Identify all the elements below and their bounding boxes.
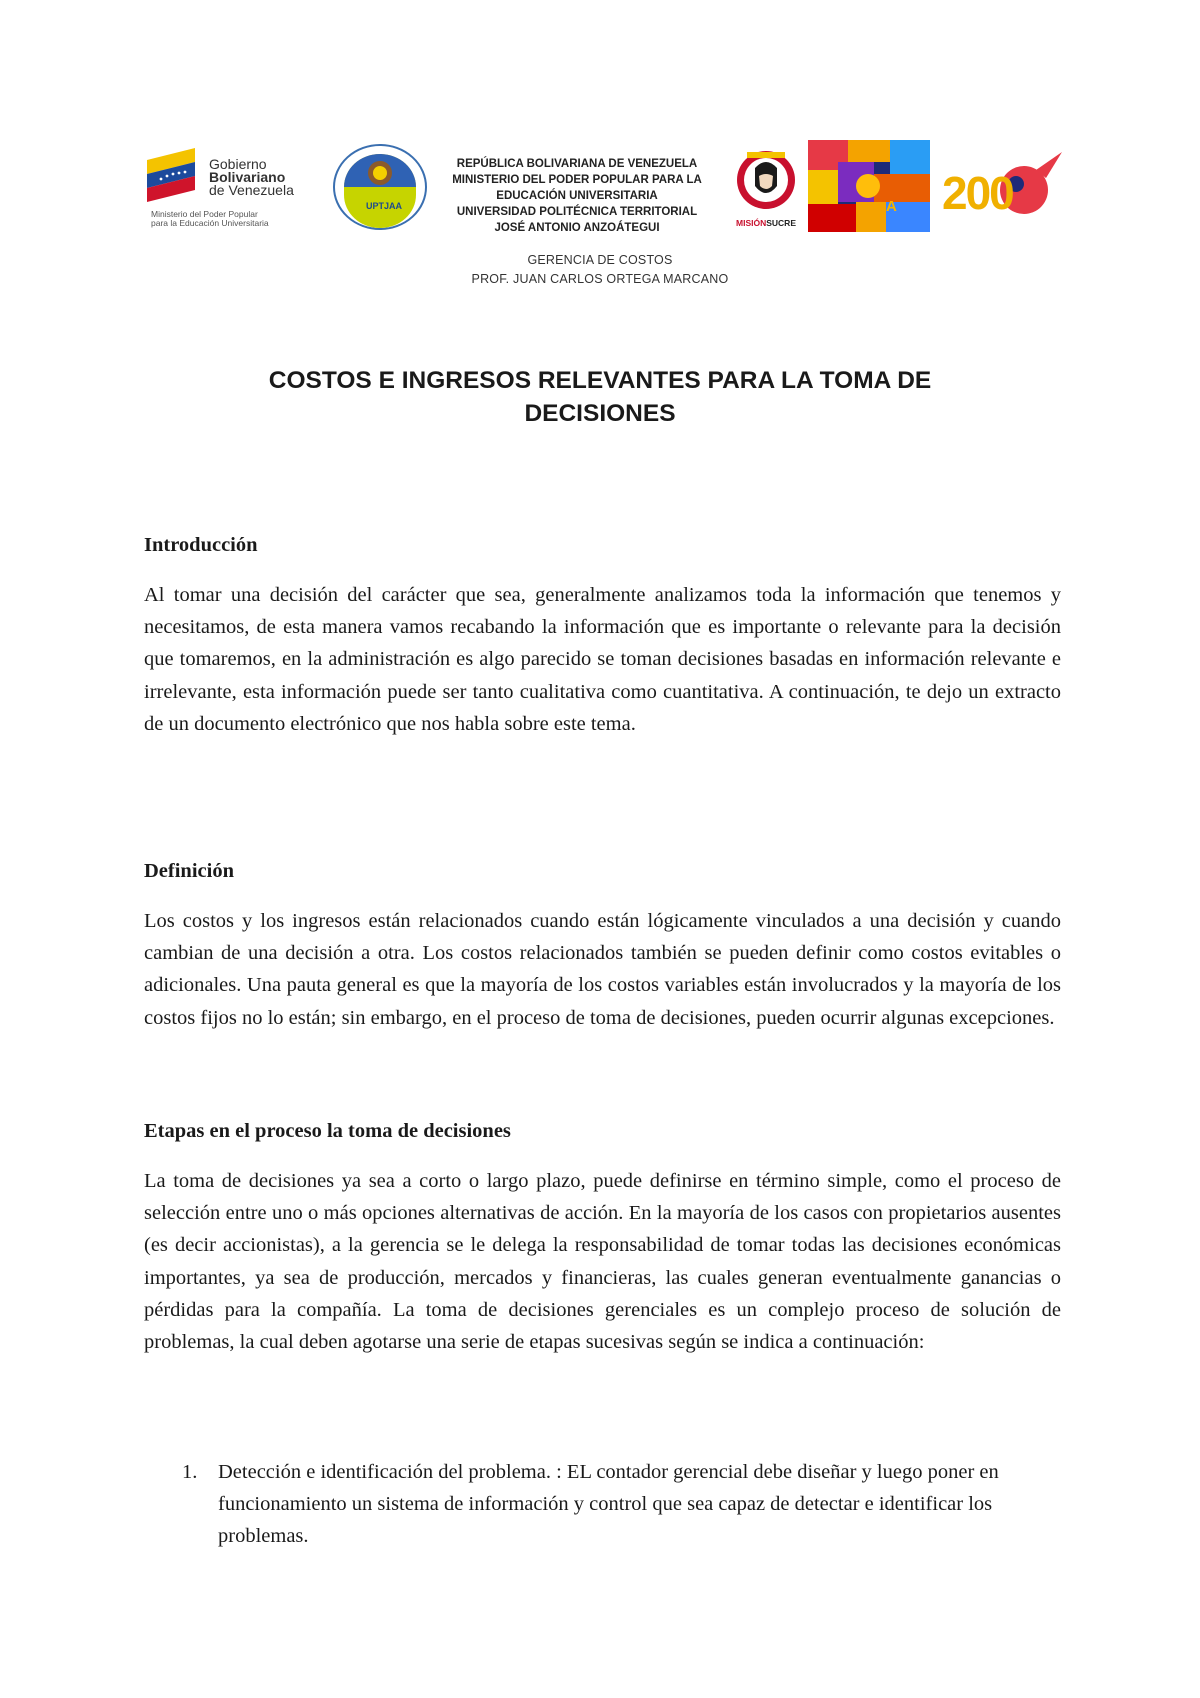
sucre-text: [736, 218, 796, 228]
section-heading-definicion: Definición: [144, 860, 234, 882]
course-name: GERENCIA DE COSTOS: [527, 253, 673, 267]
gov-sub2: para la Educación Universitaria: [151, 218, 269, 228]
gov-line2: Bolivariano: [209, 169, 286, 185]
professor-name: PROF. JUAN CARLOS ORTEGA MARCANO: [471, 272, 729, 286]
institution-line: EDUCACIÓN UNIVERSITARIA: [496, 190, 658, 202]
section-text-introduccion: Al tomar una decisión del carácter que sea, generalmente analizamos toda la información que tenemos y necesitamos, de esta manera vamos recabando la información que es importante o relevante para la decisión que tomaremos, en la administración es algo parecido se toman decisiones basadas en información relevante e irrelevante, esta información puede ser tanto cualitativa como cuantitativa. A continuación, te dejo un extracto de un documento electrónico que nos habla sobre este tema.: [144, 584, 1061, 735]
list-item-text: Detección e identificación del problema. : EL contador gerencial debe diseñar y luego poner en funcionamiento un sistema de información y control que sea capaz de detectar e identificar los problemas.: [218, 1461, 999, 1548]
document-title: [150, 364, 1050, 430]
list-item: [144, 1456, 1061, 1553]
bicentennial-logo: [938, 150, 1066, 226]
institution-line: REPÚBLICA BOLIVARIANA DE VENEZUELA: [456, 158, 698, 170]
mision-sucre-logo: [733, 146, 799, 230]
section-text-etapas: La toma de decisiones ya sea a corto o largo plazo, puede definirse en término simple, como el proceso de selección entre uno o más opciones alternativas de acción. En la mayoría de los casos con propietarios ausentes (es decir accionistas), a la gerencia se le delega la responsabilidad de tomar todas las decisiones económicas importantes, ya sea de producción, mercados y financieras, las cuales generan eventualmente ganancias o pérdidas para la compañía. La toma de decisiones gerenciales es un complejo proceso de solución de problemas, la cual deben agotarse una serie de etapas sucesivas según se indica a continuación:: [144, 1170, 1061, 1354]
gov-ministry: [151, 210, 311, 228]
list-item-number: 1.: [182, 1461, 198, 1483]
stages-list: [144, 1456, 1061, 1553]
uptjaa-logo: [330, 143, 430, 231]
bicentennial-text: 200: [942, 167, 1013, 219]
course-info: [0, 251, 1200, 289]
institution-header: [432, 156, 722, 236]
mural-text: A: [886, 198, 897, 215]
header-logos: [0, 140, 1200, 240]
uptjaa-seal-icon: [330, 143, 430, 231]
gov-line1: Gobierno: [209, 156, 267, 172]
institution-line: JOSÉ ANTONIO ANZOÁTEGUI: [494, 222, 660, 234]
institution-line: UNIVERSIDAD POLITÉCNICA TERRITORIAL: [456, 206, 698, 218]
gobierno-bolivariano-logo: [143, 142, 311, 232]
gov-line3: de Venezuela: [209, 182, 294, 198]
sucre-portrait-icon: [733, 146, 799, 216]
uptjaa-text: UPTJAA: [366, 201, 403, 211]
sucre-text-part1: MISIÓN: [736, 218, 767, 228]
venezuela-flag-icon: [147, 146, 211, 210]
section-heading-introduccion: Introducción: [144, 534, 258, 556]
sucre-text-part2: SUCRE: [766, 218, 796, 228]
institution-line: MINISTERIO DEL PODER POPULAR PARA LA: [452, 174, 702, 186]
section-text-definicion: Los costos y los ingresos están relacionados cuando están lógicamente vinculados a una decisión y cuando cambian de una decisión a otra. Los costos relacionados también se pueden definir como costos evitables o adicionales. Una pauta general es que la mayoría de los costos variables están involucrados y la mayoría de los costos fijos no lo están; sin embargo, en el proceso de toma de decisiones, pueden ocurrir algunas excepciones.: [144, 910, 1061, 1029]
document-title-line1: COSTOS E INGRESOS RELEVANTES PARA LA TOMA DE: [268, 367, 932, 394]
gov-name: [209, 158, 294, 197]
mural-logo: [808, 140, 930, 232]
section-heading-etapas: Etapas en el proceso la toma de decisiones: [144, 1120, 511, 1142]
document-title-line2: DECISIONES: [524, 400, 676, 427]
gov-sub1: Ministerio del Poder Popular: [151, 209, 258, 219]
mural-artwork-icon: [808, 140, 930, 232]
